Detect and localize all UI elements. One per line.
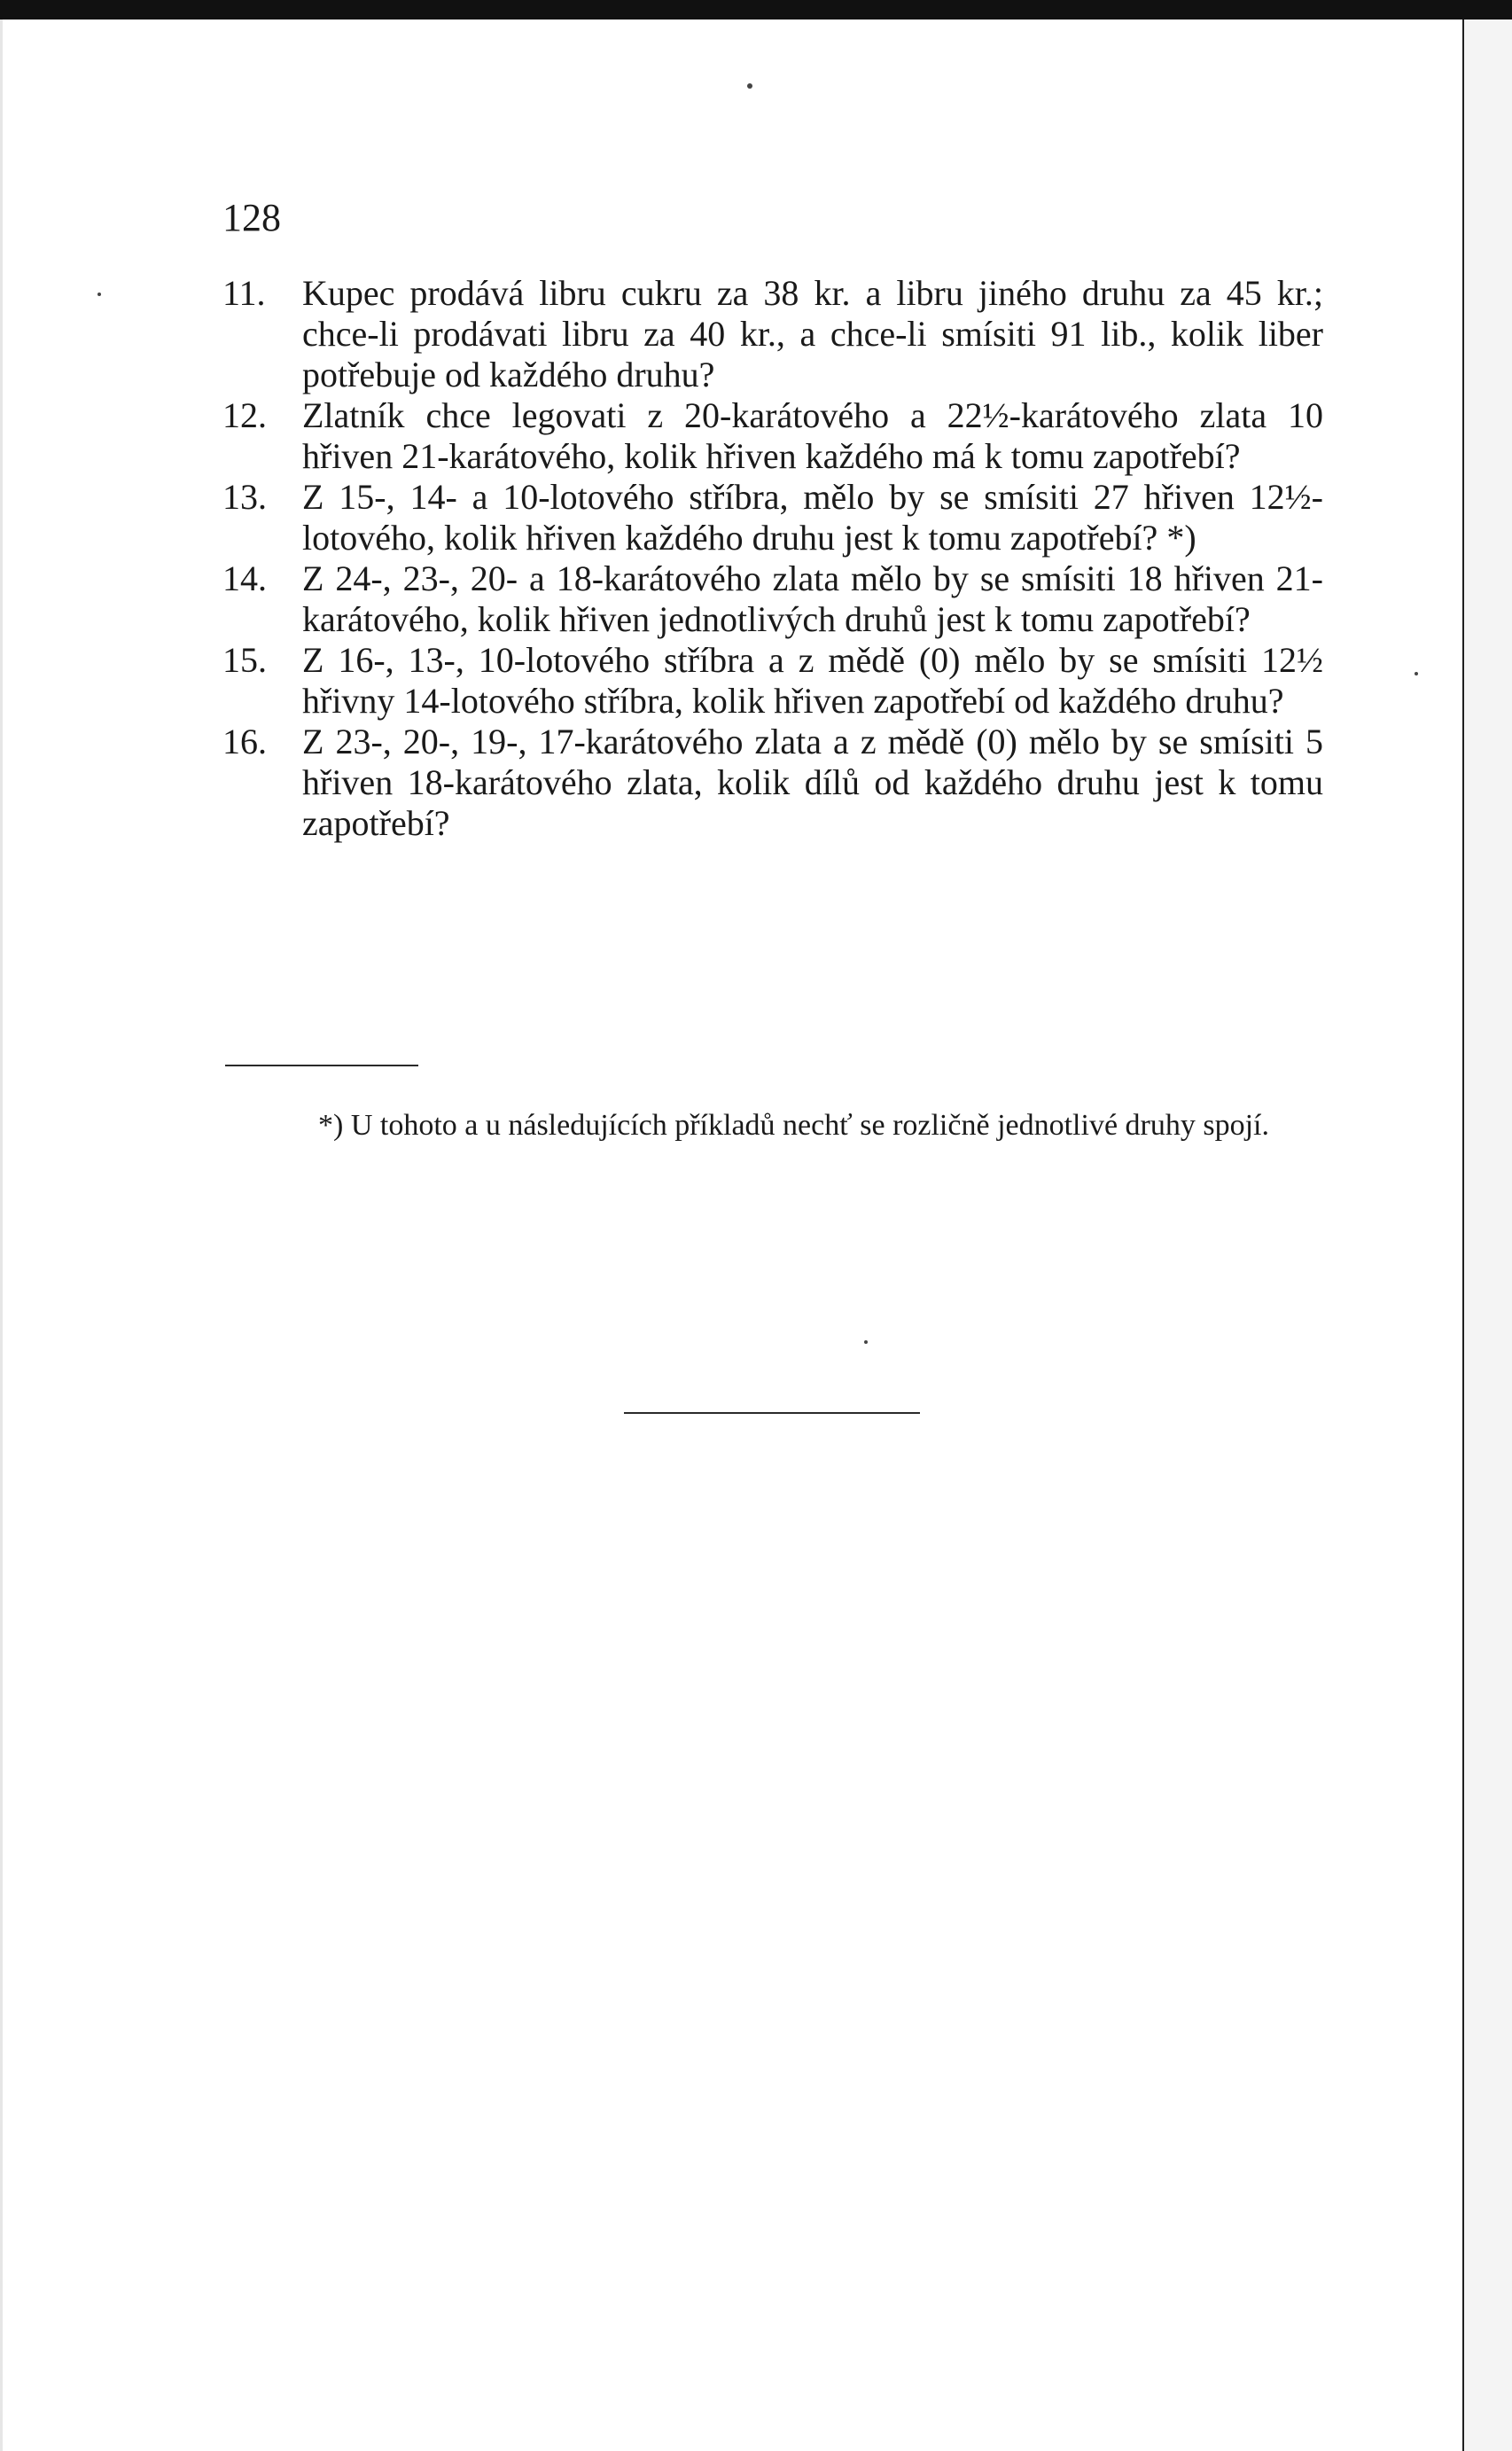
dust-speck	[864, 1340, 868, 1344]
problem-text: Z 24-, 23-, 20- a 18-karátového zlata mělo by se smísiti 18 hřiven 21-karátového, kolik hřiven jednotlivých druhů jest k tomu zapotřebí?	[302, 558, 1323, 639]
problem-number: 12.	[222, 395, 267, 435]
scan-left-edge	[0, 20, 3, 2451]
problem-text: Zlatník chce legovati z 20-karátového a 22½-karátového zlata 10 hřiven 21-karátového, kolik hřiven každého má k tomu zapotřebí?	[302, 395, 1323, 476]
problem-item	[222, 722, 1323, 844]
page-number: 128	[222, 196, 281, 239]
footnote-separator	[225, 1065, 418, 1066]
problem-item	[222, 273, 1323, 395]
problem-text: Z 15-, 14- a 10-lotového stříbra, mělo by se smísiti 27 hřiven 12½-lotového, kolik hřiven každého druhu jest k tomu zapotřebí? *)	[302, 477, 1323, 558]
problem-number: 15.	[222, 640, 267, 680]
end-rule	[624, 1412, 920, 1414]
dust-speck	[97, 293, 101, 296]
problem-item	[222, 558, 1323, 640]
footnote: *) U tohoto a u následujících příkladů nechť se rozličně jednotlivé druhy spojí.	[318, 1109, 1269, 1142]
problem-number: 14.	[222, 558, 267, 598]
problem-number: 11.	[222, 273, 266, 313]
scan-right-margin	[1464, 20, 1512, 2451]
scan-top-border	[0, 0, 1512, 20]
problem-list	[222, 273, 1323, 844]
problem-item	[222, 640, 1323, 722]
problem-text: Z 16-, 13-, 10-lotového stříbra a z mědě (0) mělo by se smísiti 12½ hřivny 14-lotového stříbra, kolik hřiven zapotřebí od každého druhu?	[302, 640, 1323, 721]
problem-text: Z 23-, 20-, 19-, 17-karátového zlata a z mědě (0) mělo by se smísiti 5 hřiven 18-karátového zlata, kolik dílů od každého druhu jest k tomu zapotřebí?	[302, 722, 1323, 843]
problem-number: 13.	[222, 477, 267, 517]
problem-item	[222, 395, 1323, 477]
problem-item	[222, 477, 1323, 558]
problem-number: 16.	[222, 722, 267, 761]
dust-speck	[1415, 672, 1418, 675]
problem-text: Kupec prodává libru cukru za 38 kr. a libru jiného druhu za 45 kr.; chce-li prodávati libru za 40 kr., a chce-li smísiti 91 lib., kolik liber potřebuje od každého druhu?	[302, 273, 1323, 394]
dust-speck	[747, 83, 752, 89]
